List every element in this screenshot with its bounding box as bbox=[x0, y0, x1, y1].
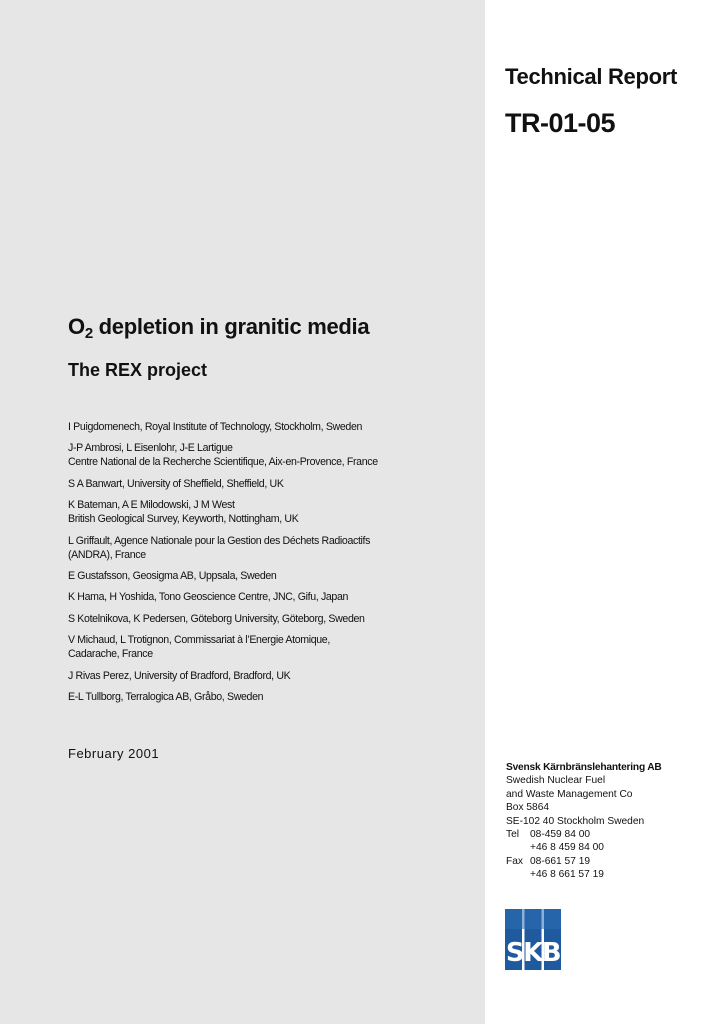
publisher-line: SE-102 40 Stockholm Sweden bbox=[506, 815, 645, 827]
tel-label: Tel bbox=[506, 829, 520, 841]
author-line: J-P Ambrosi, L Eisenlohr, J-E Lartigue bbox=[68, 442, 233, 455]
author-line: Cadarache, France bbox=[68, 648, 153, 661]
author-line: British Geological Survey, Keyworth, Nottingham, UK bbox=[68, 513, 299, 526]
tel-national: 08-459 84 00 bbox=[530, 829, 591, 841]
logo-text: SKB bbox=[505, 938, 561, 968]
fax-international: +46 8 661 57 19 bbox=[530, 869, 604, 881]
author-list bbox=[68, 420, 428, 711]
author-entry bbox=[68, 441, 428, 469]
author-entry bbox=[68, 690, 428, 704]
skb-logo bbox=[505, 909, 561, 970]
fax-label: Fax bbox=[506, 855, 523, 867]
publisher-line: and Waste Management Co bbox=[506, 788, 633, 800]
author-line: L Griffault, Agence Nationale pour la Gestion des Déchets Radioactifs bbox=[68, 534, 371, 547]
author-line: J Rivas Perez, University of Bradford, Bradford, UK bbox=[68, 669, 291, 682]
author-entry bbox=[68, 612, 428, 626]
document-subtitle: The REX project bbox=[68, 360, 208, 380]
author-entry bbox=[68, 420, 428, 434]
author-entry bbox=[68, 669, 428, 683]
author-entry bbox=[68, 477, 428, 491]
publisher-fax-row bbox=[506, 855, 716, 868]
author-line: E-L Tullborg, Terralogica AB, Gråbo, Sweden bbox=[68, 690, 264, 703]
publisher-line: Box 5864 bbox=[506, 802, 550, 814]
publisher-tel-intl-row bbox=[506, 841, 716, 854]
fax-national: 08-661 57 19 bbox=[530, 855, 591, 867]
publication-date: February 2001 bbox=[68, 746, 160, 761]
title-subscript: 2 bbox=[84, 325, 93, 342]
author-entry bbox=[68, 534, 428, 562]
publisher-tel-row bbox=[506, 828, 716, 841]
title-prefix: O bbox=[68, 314, 85, 339]
publisher-name: Svensk Kärnbränslehantering AB bbox=[506, 762, 662, 773]
author-line: Centre National de la Recherche Scientifique, Aix-en-Provence, France bbox=[68, 456, 378, 469]
report-number: TR-01-05 bbox=[505, 108, 616, 138]
report-type: Technical Report bbox=[505, 64, 678, 89]
tel-international: +46 8 459 84 00 bbox=[530, 842, 604, 854]
document-title bbox=[68, 314, 369, 342]
publisher-block bbox=[506, 761, 716, 882]
author-line: S A Banwart, University of Sheffield, Sheffield, UK bbox=[68, 477, 284, 490]
author-entry bbox=[68, 498, 428, 526]
author-line: S Kotelnikova, K Pedersen, Göteborg University, Göteborg, Sweden bbox=[68, 612, 365, 625]
author-line: (ANDRA), France bbox=[68, 548, 146, 561]
author-entry bbox=[68, 569, 428, 583]
author-line: V Michaud, L Trotignon, Commissariat à l’Energie Atomique, bbox=[68, 634, 330, 647]
author-line: K Hama, H Yoshida, Tono Geoscience Centre, JNC, Gifu, Japan bbox=[68, 591, 349, 604]
publisher-line: Swedish Nuclear Fuel bbox=[506, 775, 606, 787]
logo-top-band bbox=[505, 909, 561, 929]
author-line: K Bateman, A E Milodowski, J M West bbox=[68, 499, 235, 512]
author-line: I Puigdomenech, Royal Institute of Technology, Stockholm, Sweden bbox=[68, 421, 363, 433]
author-line: E Gustafsson, Geosigma AB, Uppsala, Sweden bbox=[68, 569, 277, 582]
title-rest: depletion in granitic media bbox=[92, 314, 370, 339]
author-entry bbox=[68, 590, 428, 604]
publisher-fax-intl-row bbox=[506, 868, 716, 881]
author-entry bbox=[68, 633, 428, 661]
